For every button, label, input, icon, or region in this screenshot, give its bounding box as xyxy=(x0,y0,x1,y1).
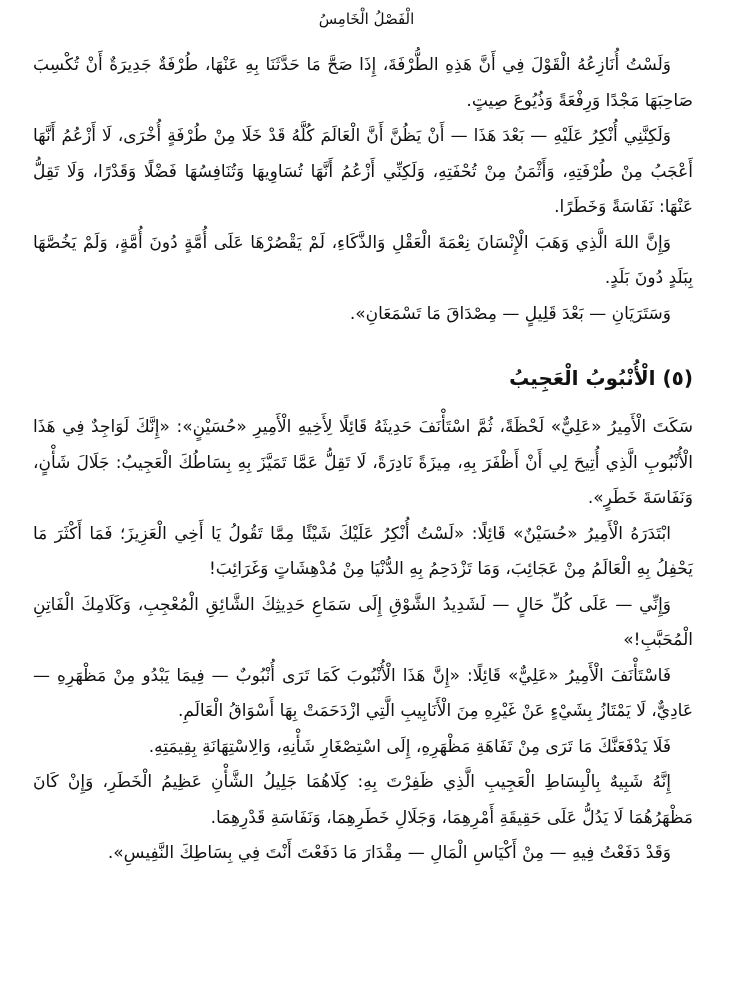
paragraph: إِنَّهُ شَبِيهٌ بِالْبِسَاطِ الْعَجِيبِ الَّذِي ظَفِرْتَ بِهِ: كِلَاهُمَا جَلِيلُ الشَّأْنِ عَظِيمُ الْخَطَرِ، وَإِنْ كَانَ مَظْهَرُهُمَا لَا يَدُلُّ عَلَى حَقِيقَةِ أَمْرِهِمَا، وَجَلَالِ خَطَرِهِمَا، وَنَفَاسَةِ قَدْرِهِمَا. xyxy=(33,772,693,828)
chapter-header: الْفَصْلُ الْخَامِسُ xyxy=(318,10,415,28)
paragraph: فَلَا يَدْفَعَنَّكَ مَا تَرَى مِنْ تَفَاهَةِ مَظْهَرِهِ، إِلَى اسْتِصْغَارِ شَأْنِهِ، وَالِاسْتِهَانَةِ بِقِيمَتِهِ. xyxy=(148,736,671,757)
paragraph: فَاسْتَأْنَفَ الْأَمِيرُ «عَلِيٌّ» قَائِلًا: «إِنَّ هَذَا الْأُنْبُوبَ كَمَا تَرَى أُنْبُوبٌ — فِيمَا يَبْدُو مِنْ مَظْهَرِهِ — عَادِيٌّ، لَا يَمْتَازُ بِشَيْءٍ عَنْ غَيْرِهِ مِنَ الْأَنَابِيبِ الَّتِي ازْدَحَمَتْ بِهَا أَسْوَاقُ الْعَالَمِ. xyxy=(33,665,693,721)
paragraph: وَإِنِّي — عَلَى كُلِّ حَالٍ — لَشَدِيدُ الشَّوْقِ إِلَى سَمَاعِ حَدِيثِكَ الشَّائِقِ الْمُعْجِبِ، وَكَلَامِكَ الْفَاتِنِ الْمُحَبَّبِ!» xyxy=(33,594,693,650)
paragraph: وَلَكِنَّنِي أُنْكِرُ عَلَيْهِ — بَعْدَ هَذَا — أَنْ يَظُنَّ أَنَّ الْعَالَمَ كُلَّهُ قَدْ خَلَا مِنْ طُرْفَةٍ أُخْرَى، لَا أَزْعُمُ أَنَّهَا أَعْجَبُ مِنْ طُرْفَتِهِ، وَأَثْمَنُ مِنْ تُحْفَتِهِ، وَلَكِنِّي أَزْعُمُ أَنَّهَا تُسَاوِيهَا وَتُنَافِسُهَا فَضْلًا وَقَدْرًا، وَلَا تَقِلُّ عَنْهَا: نَفَاسَةً وَخَطَرًا. xyxy=(33,126,693,217)
paragraph: وَإِنَّ اللهَ الَّذِي وَهَبَ الْإِنْسَانَ نِعْمَةَ الْعَقْلِ وَالذَّكَاءِ، لَمْ يَقْصُرْهَا عَلَى أُمَّةٍ دُونَ أُمَّةٍ، وَلَمْ يَخُصَّهَا بِبَلَدٍ دُونَ بَلَدٍ. xyxy=(33,232,693,288)
paragraph: ابْتَدَرَهُ الْأَمِيرُ «حُسَيْنٌ» قَائِلًا: «لَسْتُ أُنْكِرُ عَلَيْكَ شَيْئًا مِمَّا تَقُولُ يَا أَخِي الْعَزِيزَ؛ فَمَا أَكْثَرَ مَا يَحْفِلُ بِهِ الْعَالَمُ مِنْ عَجَائِبَ، وَمَا تَزْدَحِمُ بِهِ الدُّنْيَا مِنْ مُدْهِشَاتٍ وَغَرَائِبَ! xyxy=(33,523,693,579)
section-title: (٥) الْأُنْبُوبُ الْعَجِيبُ xyxy=(509,366,693,390)
page-body xyxy=(33,48,693,872)
paragraph: وَسَتَرَيَانِ — بَعْدَ قَلِيلٍ — مِصْدَاقَ مَا تَسْمَعَانِ». xyxy=(349,303,671,324)
paragraph: وَقَدْ دَفَعْتُ فِيهِ — مِنْ أَكْيَاسِ الْمَالِ — مِقْدَارَ مَا دَفَعْتَ أَنْتَ فِي بِسَاطِكَ النَّفِيسِ». xyxy=(107,843,671,863)
paragraph: وَلَسْتُ أُنَازِعُهُ الْقَوْلَ فِي أَنَّ هَذِهِ الطُّرْفَةَ، إِذَا صَحَّ مَا حَدَّثَنَا بِهِ عَنْهَا، طُرْفَةٌ جَدِيرَةٌ أَنْ تُكْسِبَ صَاحِبَهَا مَجْدًا وَرِفْعَةً وَذُيُوعَ صِيتٍ. xyxy=(33,55,693,111)
paragraph: سَكَتَ الْأَمِيرُ «عَلِيٌّ» لَحْظَةً، ثُمَّ اسْتَأْنَفَ حَدِيثَهُ قَائِلًا لِأَخِيهِ الْأَمِيرِ «حُسَيْنٍ»: «إِنَّكَ لَوَاجِدٌ فِي هَذَا الْأُنْبُوبِ الَّذِي أُتِيحَ لِي أَنْ أَظْفَرَ بِهِ، مِيزَةً نَادِرَةً، لَا تَقِلُّ عَمَّا تَمَيَّزَ بِهِ بِسَاطُكَ الْعَجِيبُ: جَلَالَ شَأْنٍ، وَنَفَاسَةَ خَطَرٍ». xyxy=(33,417,693,508)
